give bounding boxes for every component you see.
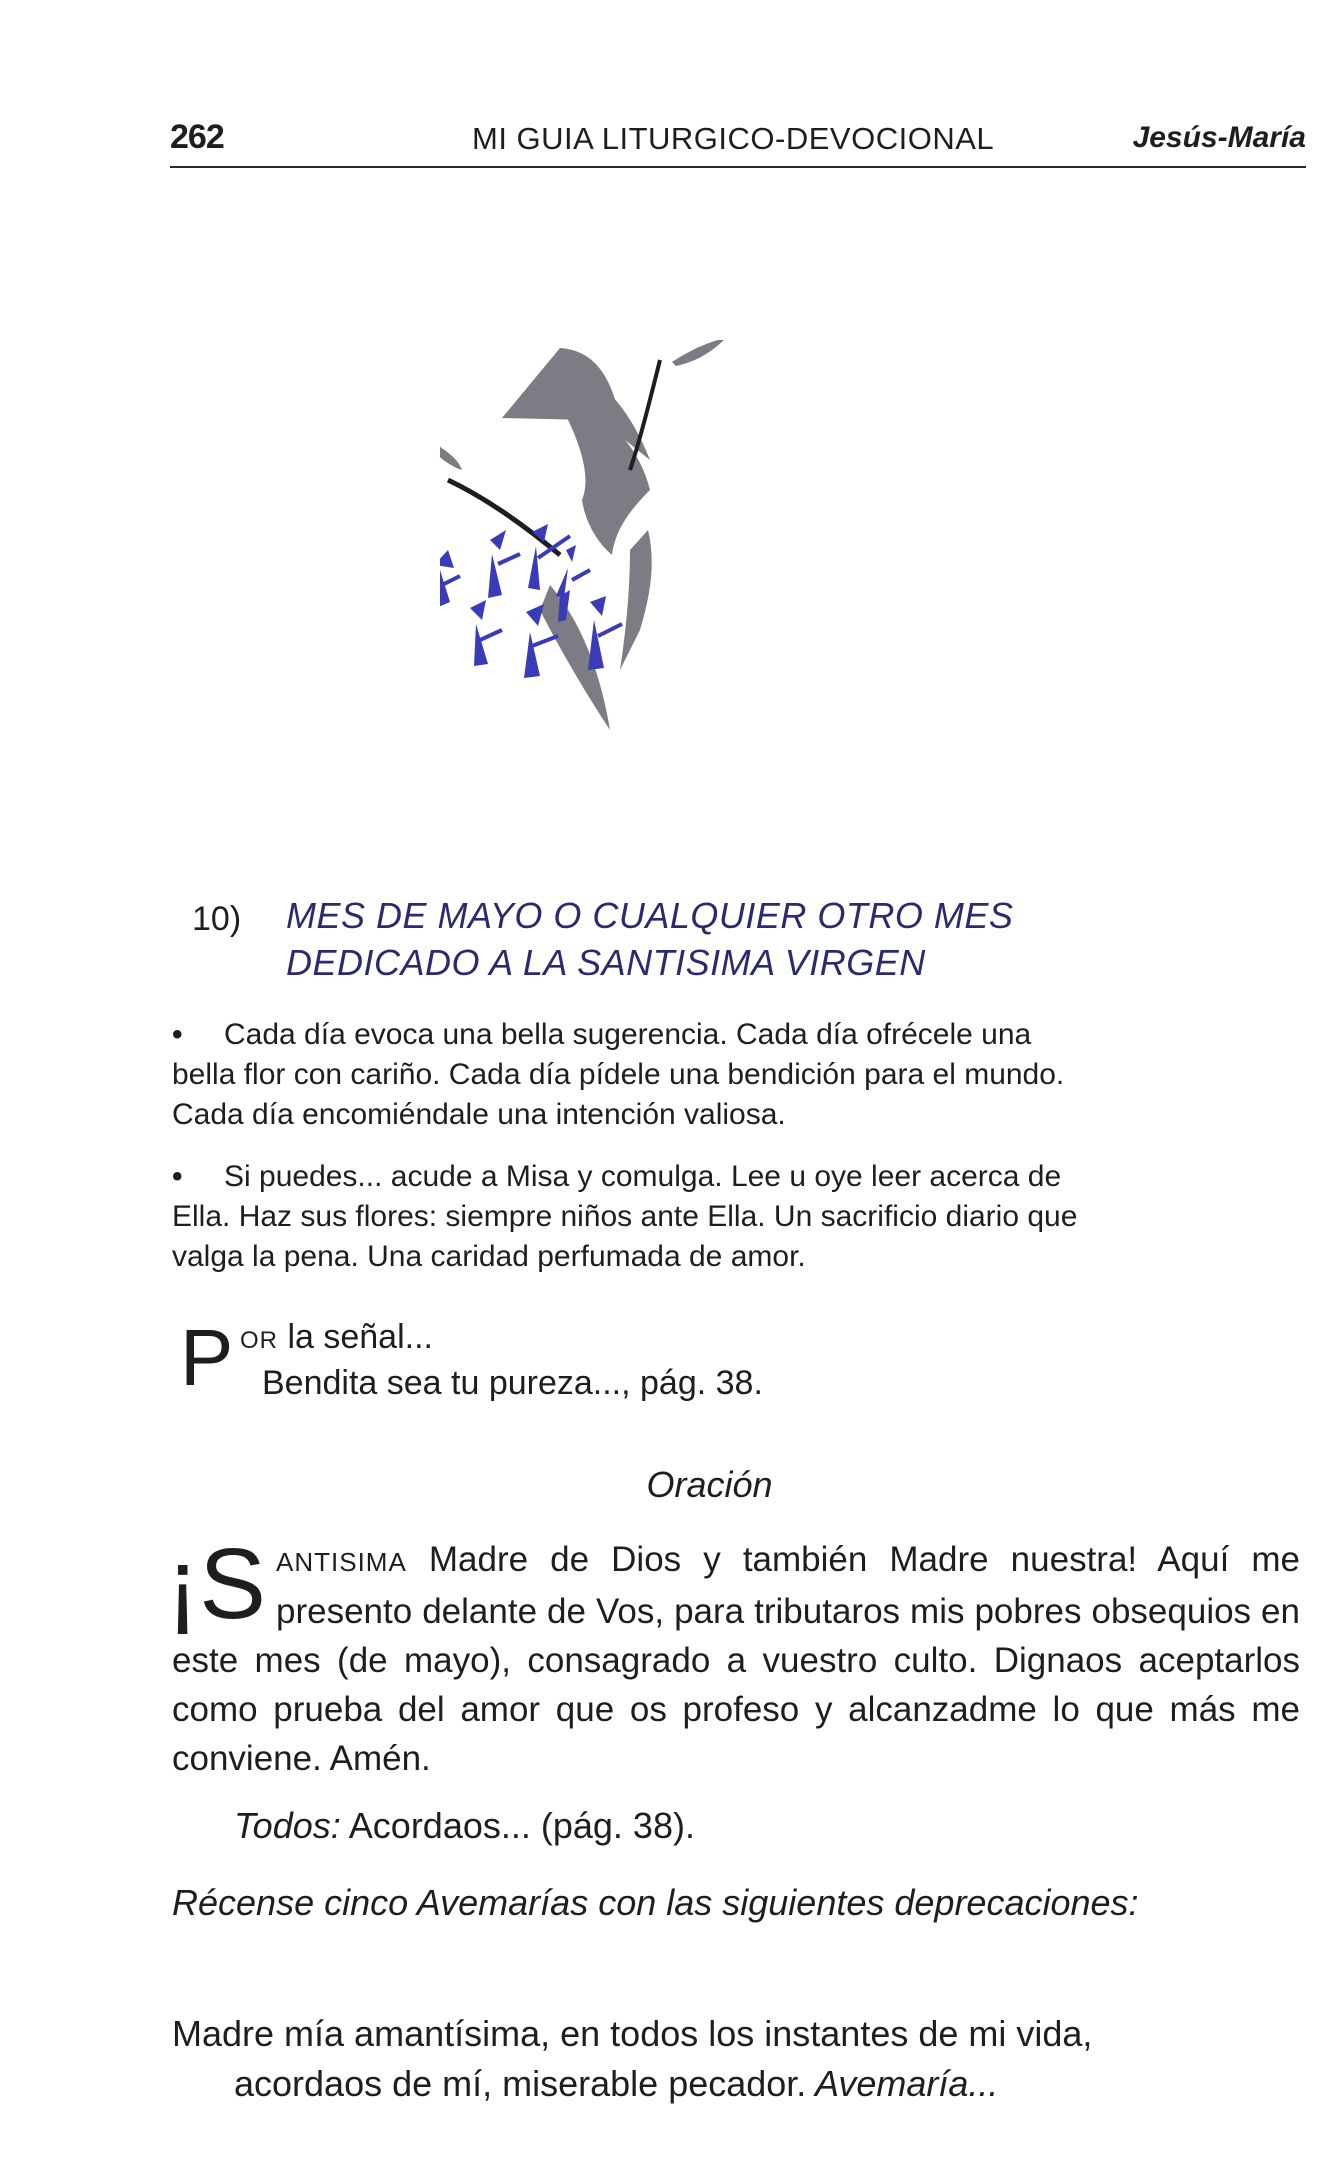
oracion-heading: Oración — [646, 1464, 773, 1505]
rubric-instruction: Récense cinco Avemarías con las siguientes deprecaciones: — [172, 1882, 1139, 1923]
paragraph-line: Cada día evoca una bella sugerencia. Cada día ofrécele una — [224, 1018, 1032, 1051]
paragraph-line: bella flor con cariño. Cada día pídele una bendición para el mundo. — [172, 1058, 1065, 1091]
todos-text: Acordaos... (pág. 38). — [340, 1805, 695, 1846]
running-header — [170, 118, 1306, 164]
prayer-paragraph — [166, 1528, 1300, 1783]
virgin-robe-upper — [558, 400, 650, 555]
drop-cap: P — [180, 1313, 234, 1402]
paragraph-line: Si puedes... acude a Misa y comulga. Lee u oye leer acerca de — [224, 1160, 1062, 1193]
verse-line: acordaos de mí, miserable pecador. — [234, 2063, 807, 2104]
smallcaps-word: OR — [240, 1327, 278, 1354]
hand-left — [440, 440, 462, 470]
child-arm — [572, 570, 590, 580]
por-line: Bendita sea tu pureza..., pág. 38. — [262, 1364, 763, 1402]
child-arm — [532, 636, 558, 646]
verse-ending: Avemaría... — [806, 2063, 999, 2104]
header-rule — [170, 166, 1306, 168]
prayer-text: Madre de Dios y también Madre nuestra! Aquí me presento delante de Vos, para tributaros mis pobres obsequios en este mes (de mayo), consagrado a vuestro culto. Dignaos aceptarlos como prueba del amor que os profeso y alcanzadme lo que más me conviene. Amén. — [172, 1540, 1300, 1778]
book-title: MI GUIA LITURGICO-DEVOCIONAL — [472, 121, 995, 156]
child-arm — [598, 624, 622, 636]
hand-right — [672, 340, 726, 366]
por-rest: la señal... — [278, 1318, 433, 1356]
section-number: 10) — [192, 900, 242, 938]
todos-line — [234, 1805, 695, 1847]
virgin-children-illustration — [440, 340, 1020, 900]
bullet-symbol: • — [172, 1160, 183, 1193]
child-arm — [480, 630, 502, 640]
paragraph-line: Ella. Haz sus flores: siempre niños ante Ella. Un sacrificio diario que — [172, 1200, 1078, 1233]
bullet-paragraph — [172, 1015, 1300, 1135]
child-figure — [488, 530, 506, 598]
deprecation-verse — [172, 2009, 1300, 2109]
paragraph-line: Cada día encomiéndale una intención valiosa. — [172, 1098, 786, 1131]
section-title — [286, 892, 1013, 986]
por-line — [240, 1318, 433, 1357]
todos-label: Todos: — [234, 1805, 341, 1846]
child-figure — [470, 600, 488, 666]
virgin-robe-lower — [620, 530, 652, 670]
child-arm — [498, 554, 520, 564]
section-title-line: DEDICADO A LA SANTISIMA VIRGEN — [286, 942, 926, 983]
bullet-symbol: • — [172, 1018, 183, 1051]
bullet-paragraph — [172, 1157, 1300, 1277]
header-motto: Jesús-María — [1132, 121, 1306, 154]
virgin-arm-stroke — [448, 480, 560, 555]
drop-cap: ¡S — [166, 1528, 266, 1640]
section-title-line: MES DE MAYO O CUALQUIER OTRO MES — [286, 895, 1014, 936]
smallcaps-word: ANTISIMA — [276, 1547, 407, 1577]
verse-line-2 — [172, 2059, 1300, 2109]
page-number: 262 — [170, 118, 224, 156]
verse-line: Madre mía amantísima, en todos los instantes de mi vida, — [172, 2013, 1093, 2054]
paragraph-line: valga la pena. Una caridad perfumada de amor. — [172, 1240, 806, 1273]
